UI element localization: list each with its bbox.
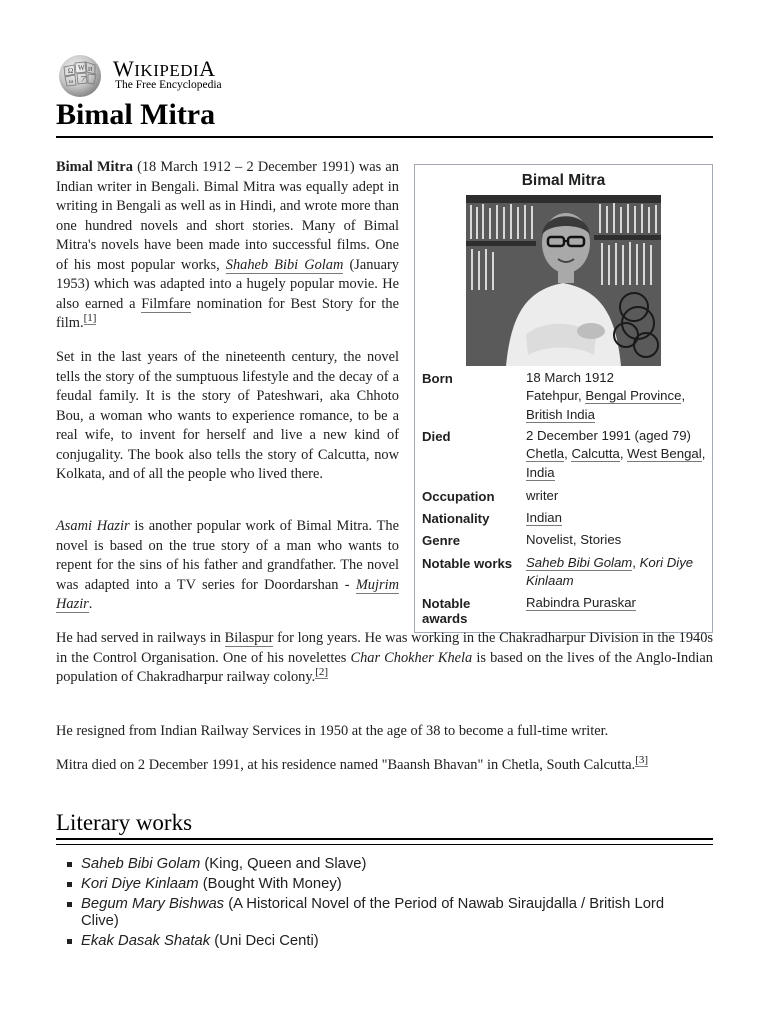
infobox-title: Bimal Mitra [521, 172, 606, 189]
born-value: 18 March 1912 Fatehpur, Bengal Province, British India [526, 370, 686, 422]
india-link[interactable]: India [526, 464, 555, 480]
wikipedia-tagline: The Free Encyclopedia [115, 79, 222, 91]
bullet-icon [67, 862, 72, 867]
bullet-icon [67, 902, 72, 907]
section-divider [56, 838, 713, 840]
filmfare-link[interactable]: Filmfare [141, 295, 191, 312]
title-divider [56, 136, 713, 138]
resignation-paragraph: He resigned from Indian Railway Services in 1950 at the age of 38 to become a full-time writer. [56, 723, 609, 739]
genre-label: Genre [422, 533, 461, 548]
mujrim-hazir-link[interactable]: Mujrim Hazir [56, 576, 399, 612]
svg-text:И: И [88, 67, 93, 73]
portrait-photo[interactable] [466, 195, 661, 366]
bullet-icon [67, 882, 72, 887]
list-item: Begum Mary Bishwas (A Historical Novel of the Period of Nawab Siraujdalla / British Lord Clive) [56, 896, 706, 929]
list-item: Ekak Dasak Shatak (Uni Deci Centi) [56, 933, 706, 950]
death-paragraph: Mitra died on 2 December 1991, at his residence named "Baansh Bhavan" in Chetla, South Calcutta.[3] [56, 754, 649, 773]
notable-works-label: Notable works [422, 556, 513, 571]
wikipedia-globe-icon [56, 53, 104, 99]
indian-link[interactable]: Indian [526, 510, 562, 525]
list-item: Saheb Bibi Golam (King, Queen and Slave) [56, 856, 706, 873]
occupation-label: Occupation [422, 489, 495, 504]
list-item: Kori Diye Kinlaam (Bought With Money) [56, 876, 706, 893]
reference-3-link[interactable]: [3] [635, 754, 649, 767]
notable-awards-label: Notable awards [422, 596, 471, 626]
page-title: Bimal Mitra [56, 98, 216, 131]
plot-paragraph: Set in the last years of the nineteenth century, the novel tells the story of the sumptuous lifestyle and the decay of a feudal family. It is the story of Pateshwari, aka Chhoto Bou, a woman who wants to experience romance, to be a real wife, to invent for herself and live a new kind of conjugality. The book also tells the story of Calcutta, now Kolkata, and of all the people who lived there. [56, 349, 399, 482]
nationality-value [526, 509, 710, 527]
svg-text:Ω: Ω [68, 67, 74, 75]
notable-works-value: Saheb Bibi Golam, Kori Diye Kinlaam [526, 555, 694, 589]
nationality-label: Nationality [422, 511, 490, 526]
died-label: Died [422, 429, 451, 444]
west-bengal-link[interactable]: West Bengal [627, 446, 702, 462]
occupation-value: writer [526, 488, 559, 503]
svg-text:ω: ω [69, 79, 73, 85]
rabindra-puraskar-link[interactable]: Rabindra Puraskar [526, 595, 636, 610]
shaheb-bibi-golam-link[interactable]: Shaheb Bibi Golam [225, 256, 344, 273]
asami-hazir-paragraph: Asami Hazir is another popular work of Bimal Mitra. The novel is based on the true story of a man who wants to repent for the sins of his father and grandfather. The novel was adapted into a TV series for Doordarshan - Mujrim Hazir. [56, 518, 399, 612]
bilaspur-link[interactable]: Bilaspur [224, 630, 274, 646]
bengal-province-link[interactable]: Bengal Province [585, 388, 682, 404]
literary-works-heading: Literary works [56, 810, 193, 835]
infobox [414, 164, 713, 633]
svg-text:W: W [78, 64, 85, 72]
died-value: 2 December 1991 (aged 79) Chetla, Calcutta, West Bengal, India [526, 428, 706, 480]
chetla-link[interactable]: Chetla [526, 446, 565, 462]
saheb-bibi-golam-link[interactable]: Saheb Bibi Golam [526, 555, 633, 570]
railways-paragraph: He had served in railways in Bilaspur for long years. He was working in the Chakradharpur Division in the 1940s in the Control Organisation. One of his novelettes Char Chokher Khela is based on the lives of the Anglo-Indian population of Chakradharpur railway colony.[2] [56, 630, 714, 685]
born-label: Born [422, 371, 453, 386]
notable-awards-value [526, 594, 710, 612]
calcutta-link[interactable]: Calcutta [571, 446, 620, 462]
reference-2-link[interactable]: [2] [315, 666, 329, 679]
intro-paragraph: Bimal Mitra (18 March 1912 – 2 December 1991) was an Indian writer in Bengali. Bimal Mitra was equally adept in writing in Bengali as well as in Hindi, and wrote more than one hundred novels and short stories. Many of Bimal Mitra's novels have been made into successful films. One of his most popular works, Shaheb Bibi Golam (January 1953) which was adapted into a hugely popular movie. He also earned a Filmfare nomination for Best Story for the film.[1] [56, 159, 399, 331]
svg-text:ア: ア [80, 75, 87, 83]
wikipedia-wordmark: WIKIPEDIA [113, 56, 216, 81]
bullet-icon [67, 939, 72, 944]
british-india-link[interactable]: British India [526, 406, 595, 422]
literary-works-list [56, 856, 706, 953]
reference-1-link[interactable]: [1] [83, 312, 97, 325]
genre-value: Novelist, Stories [526, 532, 622, 547]
section-divider-thin [56, 844, 713, 845]
